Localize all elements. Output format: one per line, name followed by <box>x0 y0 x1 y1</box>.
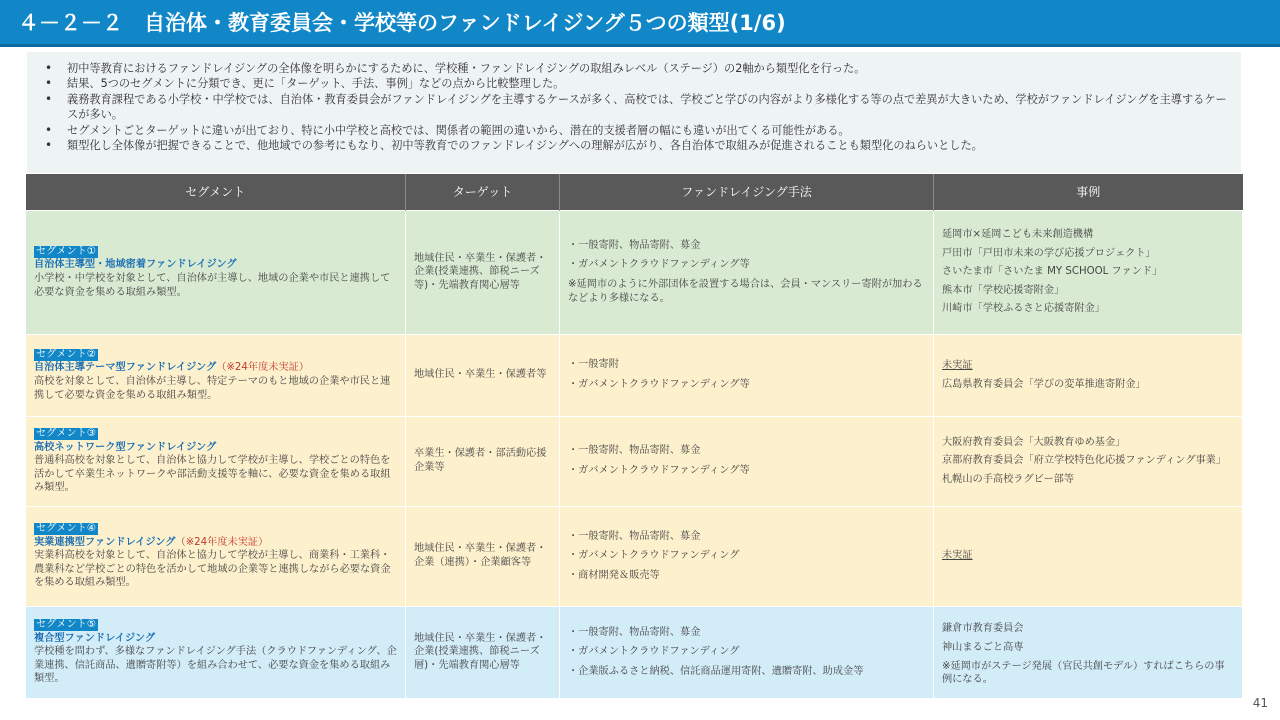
segment-description: 高校を対象として、自治体が主導し、特定テーマのもと地域の企業や市民と連携して必要な資金を集める取組み類型。 <box>34 376 391 401</box>
segment-tag: セグメント③ <box>36 428 96 440</box>
page-title: ４－２－２ 自治体・教育委員会・学校等のファンドレイジング５つの類型(1/6) <box>18 11 786 35</box>
table-row <box>26 334 1243 416</box>
segment-description: 実業科高校を対象として、自治体と協力して学校が主導し、商業科・工業科・農業科など学校ごとの特色を活かして地域の企業等と連携しながら必要な資金を集める取組み類型。 <box>34 550 391 589</box>
method-note: ※延岡市のように外部団体を設置する場合は、会員・マンスリー寄附が加わるなどより多様になる。 <box>568 279 923 304</box>
target-cell: 地域住民・卒業生・保護者等 <box>406 334 560 416</box>
table-row <box>26 506 1243 606</box>
example-item: 札幌山の手高校ラグビー部等 <box>942 473 1075 485</box>
summary-bullet: • 初中等教育におけるファンドレイジングの全体像を明らかにするために、学校種・ファンドレイジングの取組みレベル（ステージ）の2軸から類型化を行った。 <box>39 61 1231 76</box>
example-note: ※延岡市がステージ発展（官民共創モデル）すればこちらの事例になる。 <box>942 660 1225 686</box>
summary-box <box>27 52 1241 173</box>
segment-tag: セグメント① <box>36 245 96 257</box>
table-row <box>26 210 1243 334</box>
method-item: ・ガバメントクラウドファンディング <box>568 550 740 562</box>
method-cell <box>560 210 934 334</box>
header-segment: セグメント <box>26 174 406 210</box>
summary-bullet: • 義務教育課程である小学校・中学校では、自治体・教育委員会がファンドレイジングを主導するケースが多く、高校では、学校ごと学びの内容がより多様化する等の点で差異が大きいため、学校がファンドレイジングを主導するケースが多い。 <box>39 92 1231 123</box>
example-cell <box>934 416 1243 506</box>
example-item: 広島県教育委員会「学びの変革推進寄附金」 <box>942 378 1146 390</box>
segment-name: 自治体主導テーマ型ファンドレイジング（※24年度未実証） <box>34 362 310 374</box>
table-row <box>26 606 1243 698</box>
segment-note: （※24年度未実証） <box>216 362 310 374</box>
segment-cell <box>26 416 406 506</box>
segment-cell <box>26 334 406 416</box>
example-item: 戸田市「戸田市未来の学び応援プロジェクト」 <box>942 247 1156 259</box>
method-item: ・ガバメントクラウドファンディング等 <box>568 259 750 271</box>
target-cell: 地域住民・卒業生・保護者・企業(授業連携、節税ニーズ層)・先端教育関心層等 <box>406 606 560 698</box>
segment-name: 高校ネットワーク型ファンドレイジング <box>34 441 217 453</box>
example-cell <box>934 606 1243 698</box>
example-cell <box>934 210 1243 334</box>
segment-cell <box>26 210 406 334</box>
segment-tag: セグメント② <box>36 348 96 360</box>
example-cell <box>934 506 1243 606</box>
target-cell: 地域住民・卒業生・保護者・企業(授業連携、節税ニーズ等)・先端教育関心層等 <box>406 210 560 334</box>
example-item: 延岡市×延岡こども未来創造機構 <box>942 229 1094 241</box>
example-item: 神山まるごと高専 <box>942 641 1024 653</box>
summary-list <box>39 61 1231 153</box>
method-item: ・企業版ふるさと納税、信託商品運用寄附、遺贈寄附、助成金等 <box>568 665 864 677</box>
segment-description: 小学校・中学校を対象として、自治体が主導し、地域の企業や市民と連携して必要な資金を集める取組み類型。 <box>34 273 391 298</box>
method-item: ・ガバメントクラウドファンディング等 <box>568 379 750 390</box>
header-target: ターゲット <box>406 174 560 210</box>
segment-note: （※24年度未実証） <box>175 536 269 548</box>
title-bar <box>0 0 1280 47</box>
method-item: ・商材開発＆販売等 <box>568 569 660 581</box>
method-cell <box>560 416 934 506</box>
segment-name: 自治体主導型・地域密着ファンドレイジング <box>34 259 237 271</box>
example-cell <box>934 334 1243 416</box>
segment-cell <box>26 506 406 606</box>
target-cell: 地域住民・卒業生・保護者・企業（連携）・企業顧客等 <box>406 506 560 606</box>
method-cell <box>560 334 934 416</box>
method-item: ・一般寄附、物品寄附、募金 <box>568 626 701 638</box>
target-cell: 卒業生・保護者・部活動応援企業等 <box>406 416 560 506</box>
table-row <box>26 416 1243 506</box>
page-number: 41 <box>1252 696 1268 710</box>
segment-tag: セグメント⑤ <box>36 619 96 631</box>
example-unverified: 未実証 <box>942 359 973 371</box>
summary-bullet: • セグメントごとターゲットに違いが出ており、特に小中学校と高校では、関係者の範囲の違いから、潜在的支援者層の幅にも違いが出てくる可能性がある。 <box>39 123 1231 138</box>
segment-name: 実業連携型ファンドレイジング（※24年度未実証） <box>34 536 269 548</box>
header-method: ファンドレイジング手法 <box>560 174 934 210</box>
example-item: 大阪府教育委員会「大阪教育ゆめ基金」 <box>942 436 1126 448</box>
table-header-row <box>26 174 1243 210</box>
method-cell <box>560 606 934 698</box>
segment-name: 複合型ファンドレイジング <box>34 632 156 644</box>
title-underline <box>0 44 1280 47</box>
method-item: ・一般寄附 <box>568 359 619 371</box>
summary-bullet: • 結果、5つのセグメントに分類でき、更に「ターゲット、手法、事例」などの点から比較整理した。 <box>39 76 1231 91</box>
example-item: 京都府教育委員会「府立学校特色化応援ファンディング事業」 <box>942 455 1227 467</box>
segment-cell <box>26 606 406 698</box>
header-example: 事例 <box>934 174 1243 210</box>
method-item: ・ガバメントクラウドファンディング等 <box>568 465 750 476</box>
summary-bullet: • 類型化し全体像が把握できることで、他地域での参考にもなり、初中等教育でのファンドレイジングへの理解が広がり、各自治体で取組みが促進されることも類型化のねらいとした。 <box>39 138 1231 153</box>
segment-tag: セグメント④ <box>36 523 96 535</box>
method-item: ・一般寄附、物品寄附、募金 <box>568 239 701 251</box>
segment-description: 普通科高校を対象として、自治体と協力して学校が主導し、学校ごとの特色を活かして卒業生ネットワークや部活動支援等を軸に、必要な資金を集める取組み類型。 <box>34 455 391 494</box>
segment-table <box>25 174 1243 699</box>
segment-description: 学校種を問わず、多様なファンドレイジング手法（クラウドファンディング、企業連携、信託商品、遺贈寄附等）を組み合わせて、必要な資金を集める取組み類型。 <box>34 646 397 685</box>
example-item: さいたま市「さいたま MY SCHOOL ファンド」 <box>942 266 1163 278</box>
example-item: 熊本市「学校応援寄附金」 <box>942 284 1065 296</box>
method-item: ・一般寄附、物品寄附、募金 <box>568 530 701 542</box>
method-cell <box>560 506 934 606</box>
example-item: 鎌倉市教育委員会 <box>942 623 1024 635</box>
example-unverified: 未実証 <box>942 550 973 562</box>
method-item: ・ガバメントクラウドファンディング <box>568 646 740 658</box>
method-item: ・一般寄附、物品寄附、募金 <box>568 445 701 457</box>
example-item: 川崎市「学校ふるさと応援寄附金」 <box>942 303 1105 315</box>
